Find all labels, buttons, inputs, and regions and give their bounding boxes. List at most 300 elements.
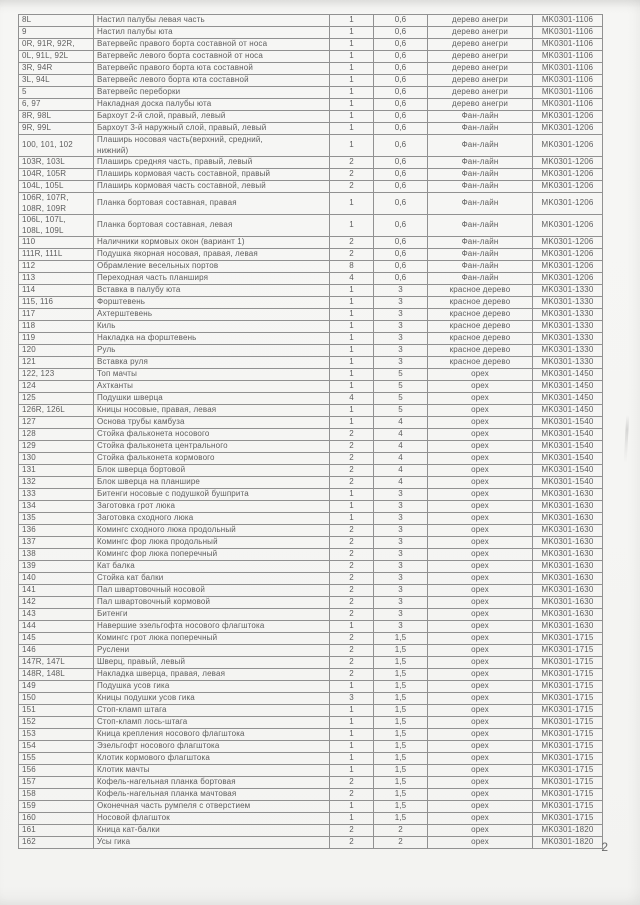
kit-code-cell: MK0301-1450 [533, 369, 603, 381]
description-cell: Кат балка [94, 561, 330, 573]
quantity-cell: 1 [330, 357, 374, 369]
kit-code-cell: MK0301-1715 [533, 777, 603, 789]
part-number-cell: 129 [19, 441, 94, 453]
material-cell: Фан-лайн [428, 249, 533, 261]
material-cell: орех [428, 633, 533, 645]
thickness-cell: 0,6 [374, 215, 428, 237]
quantity-cell: 1 [330, 51, 374, 63]
part-number-cell: 111R, 111L [19, 249, 94, 261]
table-row [19, 789, 603, 801]
kit-code-cell: MK0301-1630 [533, 585, 603, 597]
quantity-cell: 1 [330, 417, 374, 429]
description-cell: Шверц, правый, левый [94, 657, 330, 669]
thickness-cell: 4 [374, 417, 428, 429]
description-cell: Кница кат-балки [94, 825, 330, 837]
part-number-cell: 0R, 91R, 92R, [19, 39, 94, 51]
material-cell: орех [428, 657, 533, 669]
material-cell: орех [428, 513, 533, 525]
thickness-cell: 0,6 [374, 261, 428, 273]
kit-code-cell: MK0301-1206 [533, 215, 603, 237]
thickness-cell: 1,5 [374, 645, 428, 657]
kit-code-cell: MK0301-1106 [533, 15, 603, 27]
part-number-cell: 140 [19, 573, 94, 585]
material-cell: орех [428, 369, 533, 381]
description-cell: Кница крепления носового флагштока [94, 729, 330, 741]
table-row [19, 309, 603, 321]
thickness-cell: 3 [374, 597, 428, 609]
material-cell: орех [428, 573, 533, 585]
kit-code-cell: MK0301-1630 [533, 597, 603, 609]
table-row [19, 63, 603, 75]
table-row [19, 193, 603, 215]
part-number-cell: 149 [19, 681, 94, 693]
kit-code-cell: MK0301-1330 [533, 333, 603, 345]
material-cell: орех [428, 477, 533, 489]
kit-code-cell: MK0301-1206 [533, 157, 603, 169]
description-cell: Накладка на форштевень [94, 333, 330, 345]
thickness-cell: 3 [374, 609, 428, 621]
part-number-cell: 145 [19, 633, 94, 645]
quantity-cell: 2 [330, 465, 374, 477]
part-number-cell: 134 [19, 501, 94, 513]
part-number-cell: 118 [19, 321, 94, 333]
material-cell: Фан-лайн [428, 215, 533, 237]
part-number-cell: 147R, 147L [19, 657, 94, 669]
quantity-cell: 1 [330, 489, 374, 501]
quantity-cell: 2 [330, 825, 374, 837]
kit-code-cell: MK0301-1715 [533, 657, 603, 669]
kit-code-cell: MK0301-1206 [533, 123, 603, 135]
description-cell: Навершие эзельгофта носового флагштока [94, 621, 330, 633]
description-cell: Настил палубы левая часть [94, 15, 330, 27]
material-cell: Фан-лайн [428, 135, 533, 157]
kit-code-cell: MK0301-1450 [533, 393, 603, 405]
kit-code-cell: MK0301-1630 [533, 561, 603, 573]
kit-code-cell: MK0301-1330 [533, 297, 603, 309]
quantity-cell: 1 [330, 705, 374, 717]
quantity-cell: 2 [330, 181, 374, 193]
description-cell: Ахтканты [94, 381, 330, 393]
part-number-cell: 103R, 103L [19, 157, 94, 169]
part-number-cell: 119 [19, 333, 94, 345]
quantity-cell: 1 [330, 501, 374, 513]
table-row [19, 597, 603, 609]
thickness-cell: 0,6 [374, 87, 428, 99]
kit-code-cell: MK0301-1106 [533, 99, 603, 111]
table-row [19, 765, 603, 777]
quantity-cell: 1 [330, 285, 374, 297]
material-cell: орех [428, 585, 533, 597]
kit-code-cell: MK0301-1450 [533, 405, 603, 417]
material-cell: красное дерево [428, 357, 533, 369]
table-row [19, 741, 603, 753]
part-number-cell: 3R, 94R [19, 63, 94, 75]
kit-code-cell: MK0301-1630 [533, 609, 603, 621]
kit-code-cell: MK0301-1330 [533, 285, 603, 297]
table-row [19, 111, 603, 123]
kit-code-cell: MK0301-1715 [533, 753, 603, 765]
material-cell: орех [428, 705, 533, 717]
thickness-cell: 0,6 [374, 51, 428, 63]
part-number-cell: 156 [19, 765, 94, 777]
quantity-cell: 1 [330, 39, 374, 51]
material-cell: орех [428, 801, 533, 813]
table-row [19, 357, 603, 369]
part-number-cell: 143 [19, 609, 94, 621]
table-row [19, 169, 603, 181]
description-cell: Руль [94, 345, 330, 357]
part-number-cell: 157 [19, 777, 94, 789]
kit-code-cell: MK0301-1715 [533, 813, 603, 825]
kit-code-cell: MK0301-1206 [533, 169, 603, 181]
thickness-cell: 3 [374, 573, 428, 585]
thickness-cell: 1,5 [374, 657, 428, 669]
thickness-cell: 0,6 [374, 237, 428, 249]
table-row [19, 321, 603, 333]
thickness-cell: 3 [374, 501, 428, 513]
thickness-cell: 3 [374, 525, 428, 537]
quantity-cell: 2 [330, 477, 374, 489]
kit-code-cell: MK0301-1106 [533, 63, 603, 75]
table-row [19, 99, 603, 111]
part-number-cell: 104R, 105R [19, 169, 94, 181]
quantity-cell: 1 [330, 369, 374, 381]
table-row [19, 453, 603, 465]
part-number-cell: 0L, 91L, 92L [19, 51, 94, 63]
kit-code-cell: MK0301-1715 [533, 801, 603, 813]
thickness-cell: 0,6 [374, 27, 428, 39]
part-number-cell: 131 [19, 465, 94, 477]
thickness-cell: 1,5 [374, 741, 428, 753]
table-row [19, 87, 603, 99]
thickness-cell: 0,6 [374, 39, 428, 51]
thickness-cell: 1,5 [374, 633, 428, 645]
thickness-cell: 3 [374, 585, 428, 597]
quantity-cell: 1 [330, 215, 374, 237]
table-row [19, 609, 603, 621]
table-row [19, 429, 603, 441]
quantity-cell: 1 [330, 123, 374, 135]
table-row [19, 561, 603, 573]
table-row [19, 621, 603, 633]
material-cell: орех [428, 525, 533, 537]
kit-code-cell: MK0301-1715 [533, 765, 603, 777]
material-cell: орех [428, 453, 533, 465]
description-cell: Стоп-кламп лось-штага [94, 717, 330, 729]
quantity-cell: 1 [330, 297, 374, 309]
part-number-cell: 126R, 126L [19, 405, 94, 417]
description-cell: Кницы носовые, правая, левая [94, 405, 330, 417]
kit-code-cell: MK0301-1206 [533, 237, 603, 249]
thickness-cell: 4 [374, 453, 428, 465]
material-cell: орех [428, 417, 533, 429]
quantity-cell: 2 [330, 645, 374, 657]
quantity-cell: 1 [330, 63, 374, 75]
quantity-cell: 1 [330, 765, 374, 777]
material-cell: орех [428, 693, 533, 705]
quantity-cell: 2 [330, 249, 374, 261]
thickness-cell: 0,6 [374, 15, 428, 27]
table-row [19, 705, 603, 717]
part-number-cell: 106L, 107L, 108L, 109L [19, 215, 94, 237]
table-row [19, 393, 603, 405]
thickness-cell: 3 [374, 357, 428, 369]
description-cell: Киль [94, 321, 330, 333]
material-cell: красное дерево [428, 285, 533, 297]
kit-code-cell: MK0301-1206 [533, 261, 603, 273]
quantity-cell: 2 [330, 669, 374, 681]
part-number-cell: 146 [19, 645, 94, 657]
description-cell: Стойка фальконета кормового [94, 453, 330, 465]
parts-table [18, 14, 603, 849]
table-row [19, 39, 603, 51]
kit-code-cell: MK0301-1820 [533, 837, 603, 849]
kit-code-cell: MK0301-1630 [533, 513, 603, 525]
description-cell: Бархоут 3-й наружный слой, правый, левый [94, 123, 330, 135]
part-number-cell: 148R, 148L [19, 669, 94, 681]
part-number-cell: 120 [19, 345, 94, 357]
material-cell: красное дерево [428, 297, 533, 309]
description-cell: Ватервейс переборки [94, 87, 330, 99]
description-cell: Стойка фальконета носового [94, 429, 330, 441]
description-cell: Эзельгофт носового флагштока [94, 741, 330, 753]
part-number-cell: 138 [19, 549, 94, 561]
table-row [19, 27, 603, 39]
quantity-cell: 2 [330, 837, 374, 849]
table-row [19, 681, 603, 693]
thickness-cell: 2 [374, 837, 428, 849]
thickness-cell: 0,6 [374, 123, 428, 135]
kit-code-cell: MK0301-1630 [533, 621, 603, 633]
quantity-cell: 1 [330, 513, 374, 525]
part-number-cell: 6, 97 [19, 99, 94, 111]
quantity-cell: 2 [330, 777, 374, 789]
part-number-cell: 151 [19, 705, 94, 717]
quantity-cell: 1 [330, 717, 374, 729]
description-cell: Обрамление весельных портов [94, 261, 330, 273]
part-number-cell: 122, 123 [19, 369, 94, 381]
description-cell: Плаширь кормовая часть составной, правый [94, 169, 330, 181]
quantity-cell: 8 [330, 261, 374, 273]
kit-code-cell: MK0301-1715 [533, 669, 603, 681]
thickness-cell: 0,6 [374, 181, 428, 193]
material-cell: Фан-лайн [428, 157, 533, 169]
material-cell: орех [428, 537, 533, 549]
material-cell: орех [428, 681, 533, 693]
description-cell: Оконечная часть румпеля с отверстием [94, 801, 330, 813]
thickness-cell: 0,6 [374, 135, 428, 157]
part-number-cell: 142 [19, 597, 94, 609]
material-cell: красное дерево [428, 321, 533, 333]
part-number-cell: 125 [19, 393, 94, 405]
table-row [19, 405, 603, 417]
table-row [19, 333, 603, 345]
thickness-cell: 3 [374, 285, 428, 297]
kit-code-cell: MK0301-1206 [533, 249, 603, 261]
table-row [19, 537, 603, 549]
quantity-cell: 1 [330, 309, 374, 321]
description-cell: Накладка шверца, правая, левая [94, 669, 330, 681]
kit-code-cell: MK0301-1206 [533, 135, 603, 157]
material-cell: красное дерево [428, 333, 533, 345]
kit-code-cell: MK0301-1715 [533, 717, 603, 729]
description-cell: Клотик кормового флагштока [94, 753, 330, 765]
quantity-cell: 2 [330, 169, 374, 181]
thickness-cell: 4 [374, 465, 428, 477]
table-row [19, 75, 603, 87]
quantity-cell: 1 [330, 321, 374, 333]
table-row [19, 729, 603, 741]
material-cell: дерево анегри [428, 99, 533, 111]
table-row [19, 215, 603, 237]
thickness-cell: 1,5 [374, 717, 428, 729]
quantity-cell: 1 [330, 345, 374, 357]
material-cell: орех [428, 645, 533, 657]
table-row [19, 573, 603, 585]
quantity-cell: 1 [330, 801, 374, 813]
material-cell: орех [428, 549, 533, 561]
description-cell: Подушка якорная носовая, правая, левая [94, 249, 330, 261]
description-cell: Стойка кат балки [94, 573, 330, 585]
part-number-cell: 132 [19, 477, 94, 489]
description-cell: Плаширь средняя часть, правый, левый [94, 157, 330, 169]
material-cell: Фан-лайн [428, 123, 533, 135]
part-number-cell: 5 [19, 87, 94, 99]
part-number-cell: 161 [19, 825, 94, 837]
table-row [19, 477, 603, 489]
table-row [19, 15, 603, 27]
material-cell: орех [428, 753, 533, 765]
quantity-cell: 1 [330, 813, 374, 825]
part-number-cell: 3L, 94L [19, 75, 94, 87]
table-row [19, 633, 603, 645]
thickness-cell: 1,5 [374, 777, 428, 789]
quantity-cell: 4 [330, 393, 374, 405]
table-row [19, 549, 603, 561]
description-cell: Планка бортовая составная, правая [94, 193, 330, 215]
table-row [19, 465, 603, 477]
description-cell: Кофель-нагельная планка мачтовая [94, 789, 330, 801]
kit-code-cell: MK0301-1106 [533, 87, 603, 99]
quantity-cell: 1 [330, 193, 374, 215]
description-cell: Комингс фор люка продольный [94, 537, 330, 549]
table-row [19, 585, 603, 597]
quantity-cell: 1 [330, 381, 374, 393]
thickness-cell: 0,6 [374, 249, 428, 261]
thickness-cell: 3 [374, 561, 428, 573]
thickness-cell: 0,6 [374, 99, 428, 111]
quantity-cell: 2 [330, 429, 374, 441]
description-cell: Основа трубы камбуза [94, 417, 330, 429]
table-row [19, 777, 603, 789]
quantity-cell: 2 [330, 561, 374, 573]
part-number-cell: 124 [19, 381, 94, 393]
part-number-cell: 127 [19, 417, 94, 429]
quantity-cell: 1 [330, 75, 374, 87]
thickness-cell: 1,5 [374, 813, 428, 825]
parts-table-body [19, 15, 603, 849]
part-number-cell: 9R, 99L [19, 123, 94, 135]
material-cell: орех [428, 489, 533, 501]
thickness-cell: 1,5 [374, 693, 428, 705]
thickness-cell: 3 [374, 489, 428, 501]
material-cell: орех [428, 441, 533, 453]
material-cell: орех [428, 621, 533, 633]
table-row [19, 657, 603, 669]
part-number-cell: 152 [19, 717, 94, 729]
part-number-cell: 144 [19, 621, 94, 633]
quantity-cell: 2 [330, 573, 374, 585]
description-cell: Переходная часть планширя [94, 273, 330, 285]
description-cell: Накладная доска палубы юта [94, 99, 330, 111]
part-number-cell: 133 [19, 489, 94, 501]
table-row [19, 135, 603, 157]
material-cell: орех [428, 669, 533, 681]
material-cell: орех [428, 405, 533, 417]
part-number-cell: 110 [19, 237, 94, 249]
thickness-cell: 3 [374, 621, 428, 633]
thickness-cell: 4 [374, 441, 428, 453]
table-row [19, 645, 603, 657]
material-cell: Фан-лайн [428, 181, 533, 193]
description-cell: Ахтерштевень [94, 309, 330, 321]
material-cell: орех [428, 501, 533, 513]
description-cell: Кофель-нагельная планка бортовая [94, 777, 330, 789]
part-number-cell: 162 [19, 837, 94, 849]
description-cell: Комингс грот люка поперечный [94, 633, 330, 645]
description-cell: Наличники кормовых окон (вариант 1) [94, 237, 330, 249]
description-cell: Бархоут 2-й слой, правый, левый [94, 111, 330, 123]
material-cell: орех [428, 789, 533, 801]
quantity-cell: 2 [330, 453, 374, 465]
part-number-cell: 8L [19, 15, 94, 27]
table-row [19, 249, 603, 261]
quantity-cell: 1 [330, 741, 374, 753]
kit-code-cell: MK0301-1715 [533, 645, 603, 657]
part-number-cell: 153 [19, 729, 94, 741]
material-cell: дерево анегри [428, 39, 533, 51]
part-number-cell: 155 [19, 753, 94, 765]
table-row [19, 273, 603, 285]
description-cell: Битенги носовые с подушкой бушприта [94, 489, 330, 501]
description-cell: Кницы подушки усов гика [94, 693, 330, 705]
part-number-cell: 160 [19, 813, 94, 825]
table-row [19, 417, 603, 429]
part-number-cell: 106R, 107R, 108R, 109R [19, 193, 94, 215]
material-cell: орех [428, 729, 533, 741]
thickness-cell: 4 [374, 429, 428, 441]
part-number-cell: 135 [19, 513, 94, 525]
table-row [19, 837, 603, 849]
description-cell: Подушки шверца [94, 393, 330, 405]
description-cell: Пал швартовочный кормовой [94, 597, 330, 609]
thickness-cell: 3 [374, 513, 428, 525]
kit-code-cell: MK0301-1540 [533, 417, 603, 429]
quantity-cell: 2 [330, 597, 374, 609]
description-cell: Руслени [94, 645, 330, 657]
description-cell: Блок шверца на планшире [94, 477, 330, 489]
kit-code-cell: MK0301-1206 [533, 193, 603, 215]
material-cell: орех [428, 381, 533, 393]
quantity-cell: 2 [330, 537, 374, 549]
thickness-cell: 4 [374, 477, 428, 489]
quantity-cell: 1 [330, 333, 374, 345]
part-number-cell: 154 [19, 741, 94, 753]
part-number-cell: 159 [19, 801, 94, 813]
thickness-cell: 0,6 [374, 111, 428, 123]
quantity-cell: 1 [330, 111, 374, 123]
part-number-cell: 117 [19, 309, 94, 321]
